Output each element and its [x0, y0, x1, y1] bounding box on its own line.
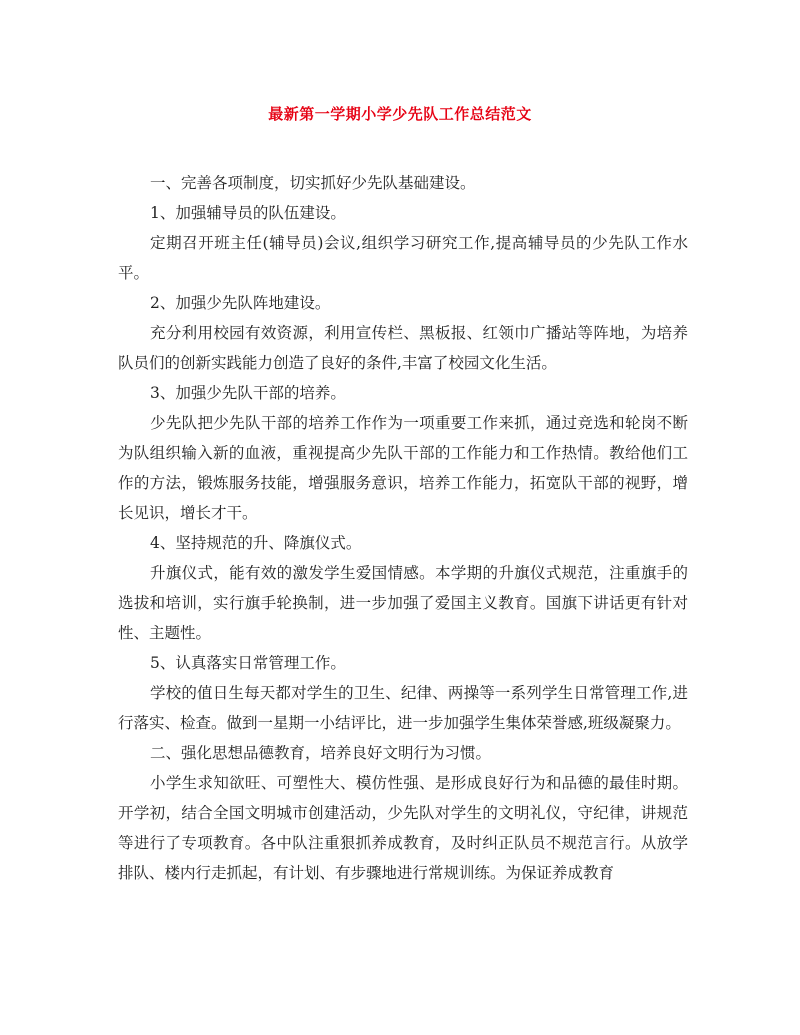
- document-body: [118, 168, 688, 888]
- paragraph-1: 定期召开班主任(辅导员)会议,组织学习研究工作,提高辅导员的少先队工作水平。: [118, 234, 688, 282]
- subheading-4: 4、坚持规范的升、降旗仪式。: [150, 534, 362, 552]
- section-heading-2: 二、强化思想品德教育，培养良好文明行为习惯。: [150, 744, 492, 762]
- subheading-3: 3、加强少先队干部的培养。: [150, 384, 346, 402]
- subheading-2: 2、加强少先队阵地建设。: [150, 294, 331, 312]
- paragraph-2: 充分利用校园有效资源，利用宣传栏、黑板报、红领巾广播站等阵地，为培养队员们的创新实践能力创造了良好的条件,丰富了校园文化生活。: [118, 324, 688, 372]
- section-heading-1: 一、完善各项制度，切实抓好少先队基础建设。: [150, 174, 476, 192]
- paragraph-6: 小学生求知欲旺、可塑性大、模仿性强、是形成良好行为和品德的最佳时期。开学初，结合全国文明城市创建活动，少先队对学生的文明礼仪，守纪律，讲规范等进行了专项教育。各中队注重狠抓养成教育，及时纠正队员不规范言行。从放学排队、楼内行走抓起，有计划、有步骤地进行常规训练。为保证养成教育: [118, 774, 688, 882]
- subheading-1: 1、加强辅导员的队伍建设。: [150, 204, 346, 222]
- subheading-5: 5、认真落实日常管理工作。: [150, 654, 346, 672]
- paragraph-4: 升旗仪式，能有效的激发学生爱国情感。本学期的升旗仪式规范，注重旗手的选拔和培训，实行旗手轮换制，进一步加强了爱国主义教育。国旗下讲话更有针对性、主题性。: [118, 564, 688, 642]
- paragraph-3: 少先队把少先队干部的培养工作作为一项重要工作来抓，通过竞选和轮岗不断为队组织输入新的血液，重视提高少先队干部的工作能力和工作热情。教给他们工作的方法，锻炼服务技能，增强服务意识，培养工作能力，拓宽队干部的视野，增长见识，增长才干。: [118, 414, 688, 522]
- paragraph-5: 学校的值日生每天都对学生的卫生、纪律、两操等一系列学生日常管理工作,进行落实、检查。做到一星期一小结评比，进一步加强学生集体荣誉感,班级凝聚力。: [118, 684, 688, 732]
- document-title: 最新第一学期小学少先队工作总结范文: [268, 105, 532, 123]
